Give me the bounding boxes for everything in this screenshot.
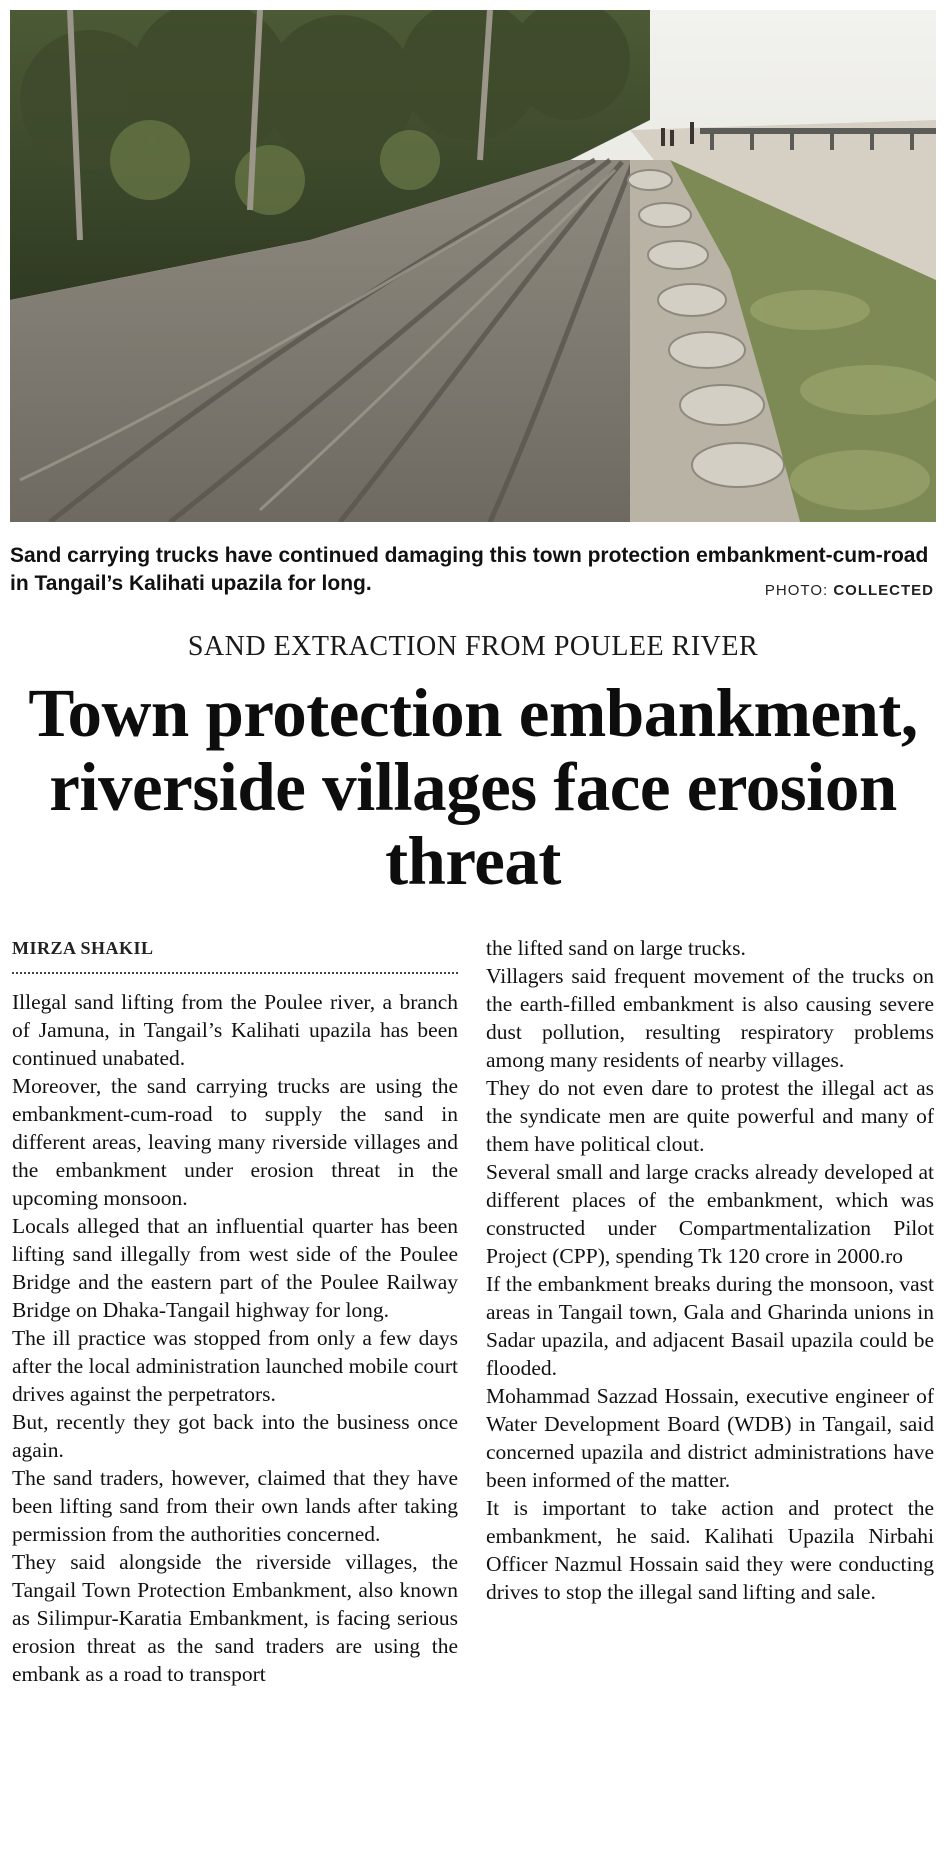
paragraph: Several small and large cracks already developed at different places of the embankment, which was constructed under Compartmentalization Pilot Project (CPP), spending Tk 120 crore in 2000.ro bbox=[486, 1160, 934, 1268]
article-headline: Town protection embankment, riverside villages face erosion threat bbox=[28, 675, 918, 899]
paragraph: Moreover, the sand carrying trucks are using the embankment-cum-road to supply the sand in different areas, leaving many riverside villages and the embankment under erosion threat in the upcoming monsoon. bbox=[12, 1074, 458, 1210]
article-kicker: SAND EXTRACTION FROM POULEE RIVER bbox=[187, 631, 759, 662]
article-column-2 bbox=[486, 934, 934, 1606]
paragraph: The sand traders, however, claimed that they have been lifting sand from their own lands after taking permission from the authorities concerned. bbox=[12, 1466, 458, 1546]
paragraph: But, recently they got back into the business once again. bbox=[12, 1410, 458, 1462]
paragraph: Mohammad Sazzad Hossain, executive engineer of Water Development Board (WDB) in Tangail, said concerned upazila and district administrations have been informed of the matter. bbox=[486, 1384, 934, 1492]
paragraph: They said alongside the riverside villages, the Tangail Town Protection Embankment, also known as Silimpur-Karatia Embankment, is facing serious erosion threat as the sand traders are using the embank as a road to transport bbox=[12, 1550, 458, 1686]
photo-credit bbox=[765, 582, 934, 599]
paragraph: They do not even dare to protest the illegal act as the syndicate men are quite powerful and many of them have political clout. bbox=[486, 1076, 934, 1156]
photo-caption: Sand carrying trucks have continued damaging this town protection embankment-cum-road in Tangail’s Kalihati upazila for long. bbox=[10, 544, 929, 595]
paragraph: the lifted sand on large trucks. bbox=[486, 936, 746, 960]
article-byline: MIRZA SHAKIL bbox=[12, 938, 154, 958]
paragraph: If the embankment breaks during the monsoon, vast areas in Tangail town, Gala and Gharinda unions in Sadar upazila, and adjacent Basail upazila could be flooded. bbox=[486, 1272, 934, 1380]
photo-credit-label: PHOTO: bbox=[764, 582, 829, 599]
paragraph: Locals alleged that an influential quarter has been lifting sand illegally from west side of the Poulee Bridge and the eastern part of the Poulee Railway Bridge on Dhaka-Tangail highway for long. bbox=[12, 1214, 458, 1322]
byline-divider bbox=[12, 972, 458, 974]
photo-credit-source: COLLECTED bbox=[833, 582, 934, 599]
article-column-1 bbox=[12, 988, 458, 1688]
news-photo bbox=[10, 10, 936, 522]
paragraph: It is important to take action and protect the embankment, he said. Kalihati Upazila Nirbahi Officer Nazmul Hossain said they were conducting drives to stop the illegal sand lifting and sale. bbox=[486, 1496, 934, 1604]
embankment-road-photo bbox=[10, 10, 936, 522]
paragraph: Illegal sand lifting from the Poulee river, a branch of Jamuna, in Tangail’s Kalihati upazila has been continued unabated. bbox=[12, 990, 458, 1070]
paragraph: The ill practice was stopped from only a few days after the local administration launched mobile court drives against the perpetrators. bbox=[12, 1326, 458, 1406]
paragraph: Villagers said frequent movement of the trucks on the earth-filled embankment is also causing severe dust pollution, resulting respiratory problems among many residents of nearby villages. bbox=[486, 964, 934, 1072]
